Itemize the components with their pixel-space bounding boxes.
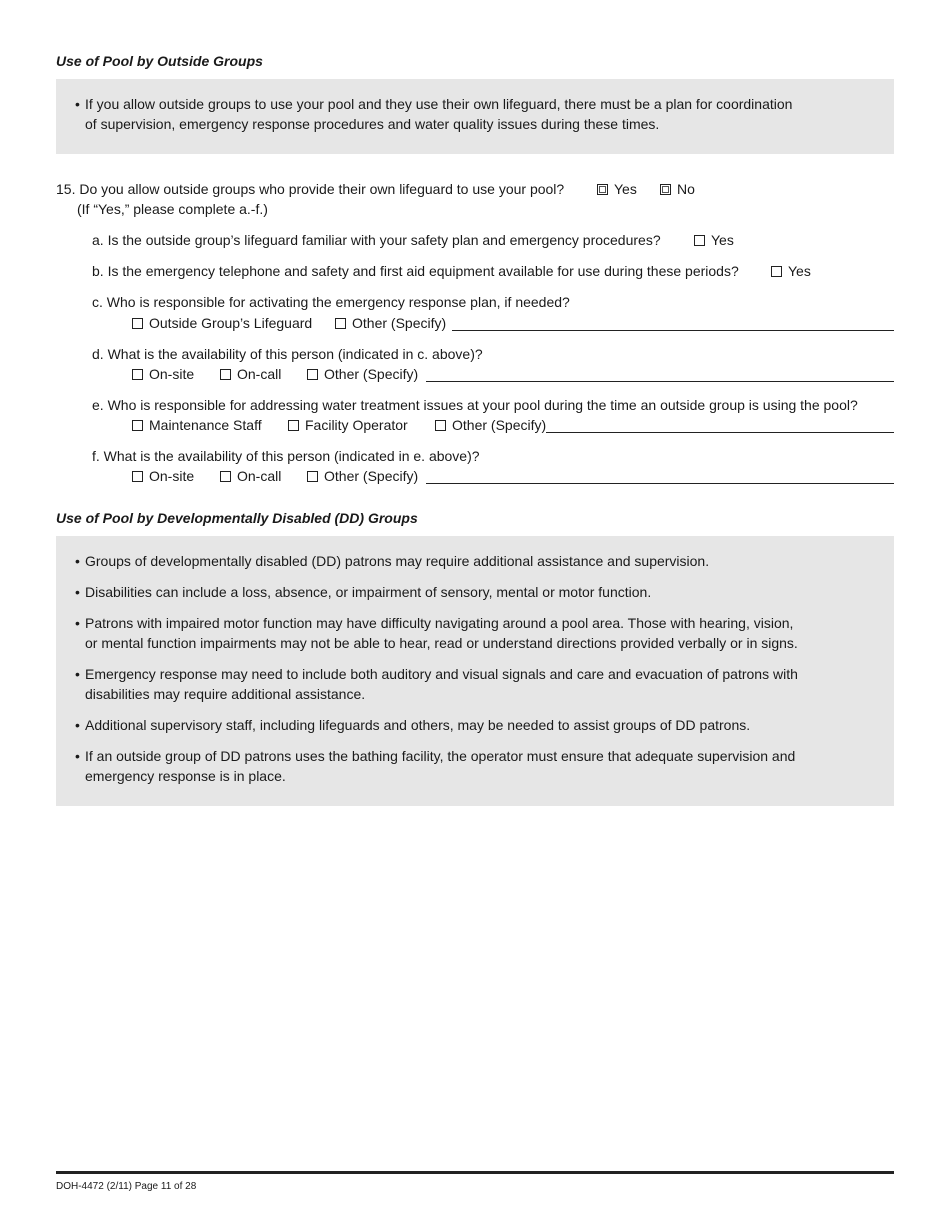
footer-rule bbox=[56, 1171, 894, 1174]
q15f-onsite-checkbox[interactable] bbox=[132, 471, 143, 482]
q15f-text: f. What is the availability of this person (indicated in e. above)? bbox=[92, 448, 480, 464]
dd-bullet-2: • Disabilities can include a loss, absence, or impairment of sensory, mental or motor function. bbox=[75, 584, 652, 600]
q15c-outside-lifeguard-label: Outside Group’s Lifeguard bbox=[149, 315, 313, 331]
q15a-text: a. Is the outside group’s lifeguard familiar with your safety plan and emergency procedures? bbox=[92, 232, 661, 248]
bullet-text: Groups of developmentally disabled (DD) patrons may require additional assistance and supervision. bbox=[85, 553, 710, 569]
q15a-yes-label: Yes bbox=[711, 232, 734, 248]
q15a-yes-checkbox[interactable] bbox=[694, 235, 705, 246]
q15-yes-checkbox[interactable] bbox=[597, 184, 608, 195]
q15b-yes-checkbox[interactable] bbox=[771, 266, 782, 277]
note-bullet-outside-groups: • If you allow outside groups to use your pool and they use their own lifeguard, there must be a plan for coordination of supervision, emergency response procedures and water quality issues during these times. bbox=[75, 96, 793, 132]
q15d-other-label: Other (Specify) bbox=[324, 366, 419, 382]
bullet-text: Additional supervisory staff, including lifeguards and others, may be needed to assist groups of DD patrons. bbox=[85, 717, 751, 733]
footer-form-id: DOH-4472 (2/11) Page 11 of 28 bbox=[56, 1181, 197, 1192]
note-line: If you allow outside groups to use your pool and they use their own lifeguard, there must be a plan for coordination bbox=[85, 96, 793, 112]
dd-bullet-5: • Additional supervisory staff, including lifeguards and others, may be needed to assist groups of DD patrons. bbox=[75, 717, 751, 733]
q15d-other-specify-field[interactable] bbox=[426, 381, 894, 382]
q15f-other-specify-field[interactable] bbox=[426, 483, 894, 484]
q15c-outside-lifeguard-checkbox[interactable] bbox=[132, 318, 143, 329]
section-heading-dd-groups: Use of Pool by Developmentally Disabled (DD) Groups bbox=[56, 510, 418, 526]
bullet-text: Emergency response may need to include both auditory and visual signals and care and evacuation of patrons with bbox=[85, 666, 798, 682]
q15c-other-specify-field[interactable] bbox=[452, 330, 894, 331]
note-line: of supervision, emergency response procedures and water quality issues during these times. bbox=[85, 116, 660, 132]
q15d-onsite-label: On-site bbox=[149, 366, 195, 382]
q15e-text: e. Who is responsible for addressing water treatment issues at your pool during the time an outside group is using the pool? bbox=[92, 397, 858, 413]
q15e-other-label: Other (Specify) bbox=[452, 417, 547, 433]
bullet-text: If an outside group of DD patrons uses the bathing facility, the operator must ensure that adequate supervision and bbox=[85, 748, 796, 764]
q15e-maintenance-checkbox[interactable] bbox=[132, 420, 143, 431]
q15f-oncall-checkbox[interactable] bbox=[220, 471, 231, 482]
section-heading-outside-groups: Use of Pool by Outside Groups bbox=[56, 53, 263, 69]
bullet-text: disabilities may require additional assistance. bbox=[85, 686, 366, 702]
q15d-onsite-checkbox[interactable] bbox=[132, 369, 143, 380]
q15d-text: d. What is the availability of this person (indicated in c. above)? bbox=[92, 346, 483, 362]
dd-bullet-1: • Groups of developmentally disabled (DD) patrons may require additional assistance and supervision. bbox=[75, 553, 710, 569]
dd-bullet-3: • Patrons with impaired motor function may have difficulty navigating around a pool area. Those with hearing, vision, or mental function impairments may not be able to hear, read or understand directions provided verbally or in signs. bbox=[75, 615, 798, 651]
q15b-yes-label: Yes bbox=[788, 263, 811, 279]
q15e-operator-label: Facility Operator bbox=[305, 417, 408, 433]
q15-hint: (If “Yes,” please complete a.-f.) bbox=[77, 201, 268, 217]
q15c-other-checkbox[interactable] bbox=[335, 318, 346, 329]
q15d-oncall-checkbox[interactable] bbox=[220, 369, 231, 380]
q15e-maintenance-label: Maintenance Staff bbox=[149, 417, 262, 433]
q15c-other-label: Other (Specify) bbox=[352, 315, 447, 331]
q15f-onsite-label: On-site bbox=[149, 468, 195, 484]
q15-no-label: No bbox=[677, 181, 695, 197]
question-15-text: 15. Do you allow outside groups who provide their own lifeguard to use your pool? bbox=[56, 181, 565, 197]
q15f-oncall-label: On-call bbox=[237, 468, 282, 484]
q15e-other-checkbox[interactable] bbox=[435, 420, 446, 431]
q15b-text: b. Is the emergency telephone and safety and first aid equipment available for use during these periods? bbox=[92, 263, 739, 279]
q15c-text: c. Who is responsible for activating the emergency response plan, if needed? bbox=[92, 294, 570, 310]
q15d-oncall-label: On-call bbox=[237, 366, 282, 382]
q15d-other-checkbox[interactable] bbox=[307, 369, 318, 380]
q15f-other-checkbox[interactable] bbox=[307, 471, 318, 482]
q15f-other-label: Other (Specify) bbox=[324, 468, 419, 484]
dd-bullet-6: • If an outside group of DD patrons uses the bathing facility, the operator must ensure that adequate supervision and emergency response is in place. bbox=[75, 748, 796, 784]
bullet-text: emergency response is in place. bbox=[85, 768, 286, 784]
q15-no-checkbox[interactable] bbox=[660, 184, 671, 195]
bullet-text: Disabilities can include a loss, absence, or impairment of sensory, mental or motor function. bbox=[85, 584, 652, 600]
q15e-operator-checkbox[interactable] bbox=[288, 420, 299, 431]
q15-yes-label: Yes bbox=[614, 181, 637, 197]
dd-bullet-4: • Emergency response may need to include both auditory and visual signals and care and evacuation of patrons with disabilities may require additional assistance. bbox=[75, 666, 798, 702]
bullet-text: or mental function impairments may not be able to hear, read or understand directions provided verbally or in signs. bbox=[85, 635, 798, 651]
q15e-other-specify-field[interactable] bbox=[546, 432, 894, 433]
bullet-text: Patrons with impaired motor function may have difficulty navigating around a pool area. Those with hearing, vision, bbox=[85, 615, 794, 631]
